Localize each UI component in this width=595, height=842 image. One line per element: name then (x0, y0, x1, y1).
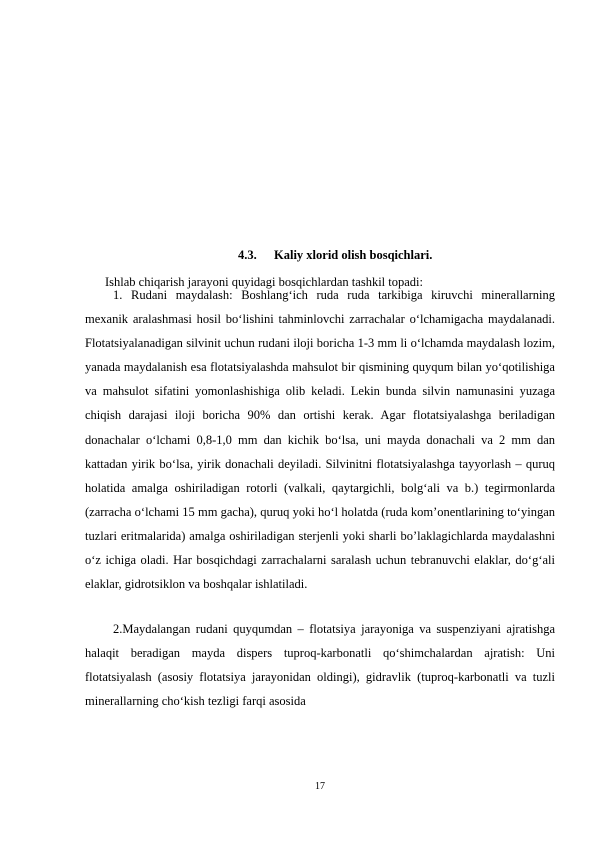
intro-line: Ishlab chiqarish jarayoni quyidagi bosqichlardan tashkil topadi: (105, 275, 423, 289)
section-heading (238, 248, 432, 263)
page-number: 17 (315, 781, 325, 792)
section-number: 4.3. (238, 248, 257, 262)
paragraph-1: 1. Rudani maydalash: Boshlang‘ich ruda ruda tarkibiga kiruvchi minerallarning mexanik aralashmasi hosil bo‘lishini tahminlovchi zarrachalar o‘lchamigacha maydalanadi. Flotatsiyalanadigan silvinit uchun rudani iloji boricha 1-3 mm li o‘lchamda maydalash lozim, yanada maydalanish esa flotatsiyalashda mahsulot bir qismining quyqum bilan yo‘qotilishiga va mahsulot sifatini yomonlashishiga olib keladi. Lekin bunda silvin namunasini yuzaga chiqish darajasi iloji boricha 90% dan ortishi kerak. Agar flotatsiyalashga beriladigan donachalar o‘lchami 0,8-1,0 mm dan kichik bo‘lsa, uni mayda donachali va 2 mm dan kattadan yirik bo‘lsa, yirik donachali deyiladi. Silvinitni flotatsiyalashga tayyorlash – quruq holatida amalga oshiriladigan rotorli (valkali, qaytargichli, bolg‘ali va b.) tegirmonlarda (zarracha o‘lchami 15 mm gacha), quruq yoki ho‘l holatda (ruda kom’onentlarining to‘yingan tuzlari eritmalarida) amalga oshiriladigan sterjenli yoki sharli bo’laklagichlarda maydalashni o‘z ichiga oladi. Har bosqichdagi zarrachalarni saralash uchun tebranuvchi elaklar, do‘g‘ali elaklar, gidrotsiklon va boshqalar ishlatiladi. (85, 288, 555, 592)
section-title: Kaliy xlorid olish bosqichlari. (274, 248, 433, 262)
paragraph-2: 2.Maydalangan rudani quyqumdan – flotatsiya jarayoniga va suspenziyani ajratishga halaqit beradigan mayda dispers tuproq-karbonatli qo‘shimchalardan ajratish: Uni flotatsiyalash (asosiy flotatsiya jarayonidan oldingi), gidravlik (tuproq-karbonatli va tuzli minerallarning cho‘kish tezligi farqi asosida (85, 622, 555, 709)
